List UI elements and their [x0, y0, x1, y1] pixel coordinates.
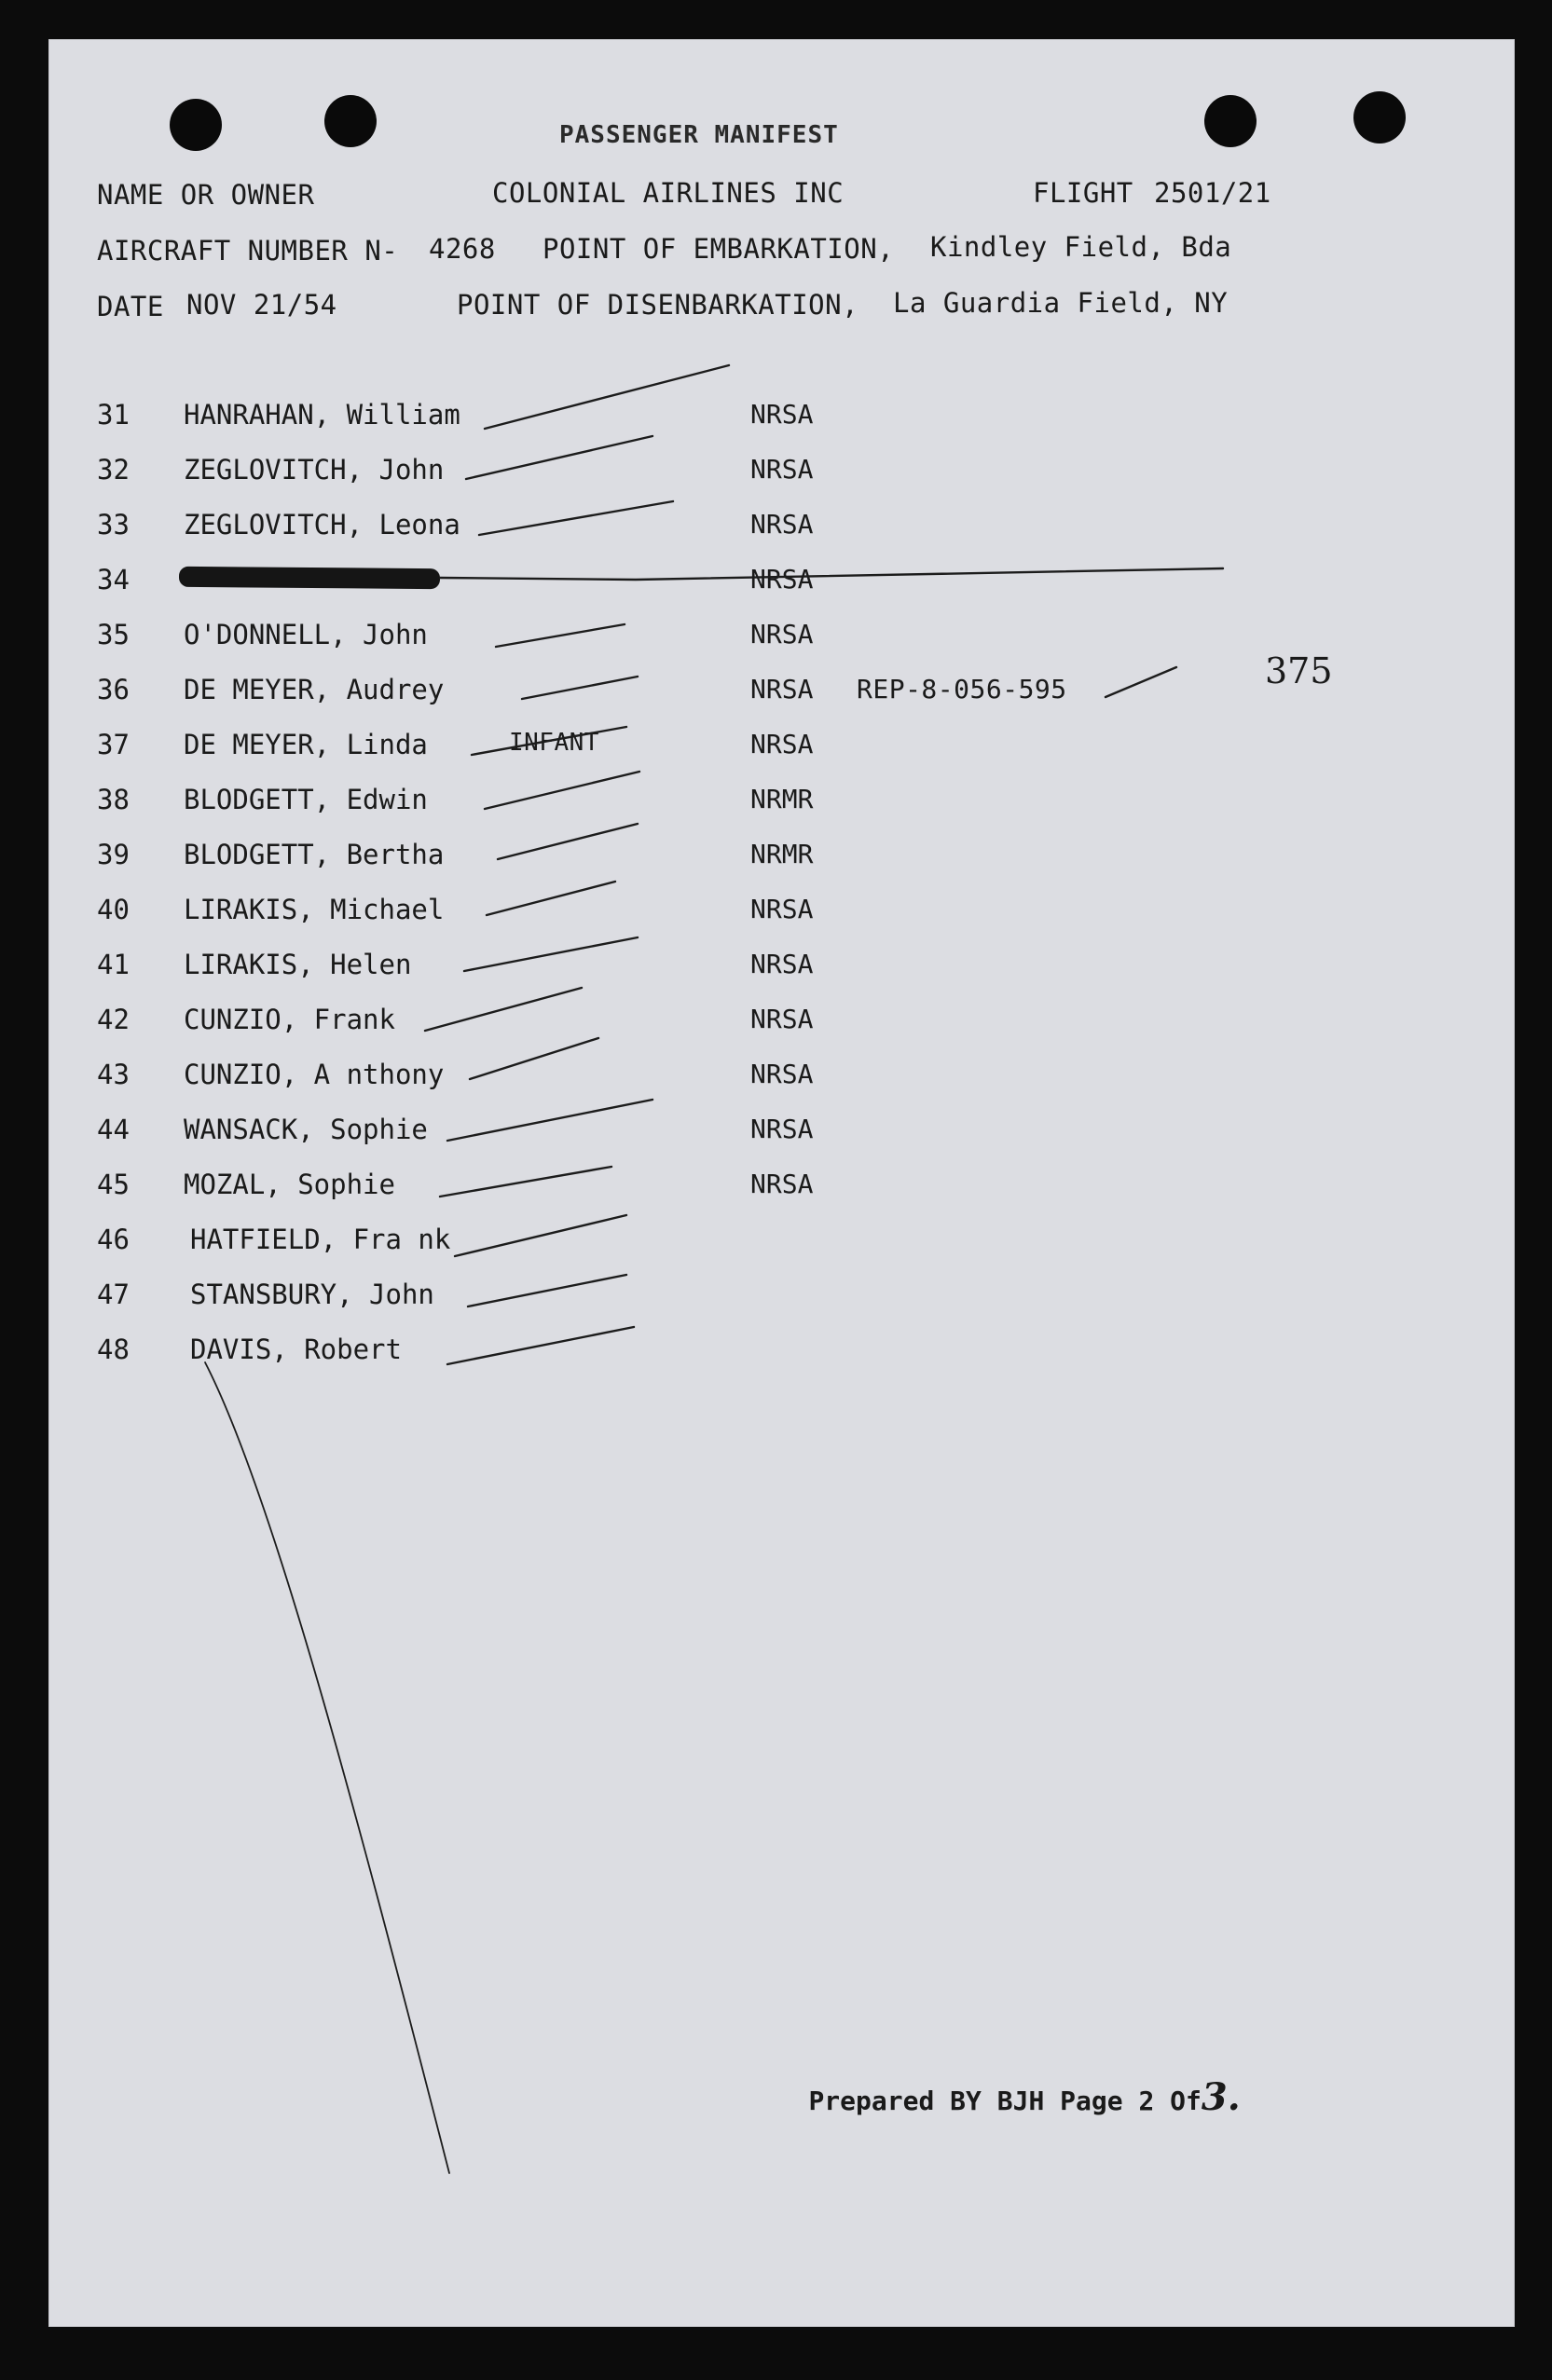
- row-number: 34: [97, 564, 130, 595]
- row-number: 35: [97, 619, 130, 650]
- passenger-code: NRSA: [750, 1059, 814, 1089]
- embark-value: Kindley Field, Bda: [930, 231, 1232, 263]
- passenger-code: NRSA: [750, 1169, 814, 1199]
- row-number: 32: [97, 454, 130, 486]
- row-number: 46: [97, 1224, 130, 1255]
- row-number: 41: [97, 949, 130, 980]
- passenger-code: NRSA: [750, 674, 814, 704]
- disembark-value: La Guardia Field, NY: [893, 287, 1229, 319]
- aircraft-value: 4268: [429, 233, 496, 265]
- disembark-label: POINT OF DISENBARKATION,: [457, 289, 859, 321]
- owner-value: COLONIAL AIRLINES INC: [492, 177, 845, 209]
- passenger-name: DE MEYER, Audrey: [184, 674, 445, 705]
- passenger-name: CUNZIO, A nthony: [184, 1059, 445, 1090]
- row-number: 38: [97, 784, 130, 815]
- passenger-code: NRSA: [750, 949, 814, 979]
- passenger-code: NRSA: [750, 1114, 814, 1144]
- passenger-name: DAVIS, Robert: [190, 1334, 402, 1365]
- embark-label: POINT OF EMBARKATION,: [543, 233, 895, 265]
- passenger-code: NRSA: [750, 619, 814, 650]
- passenger-name: MOZAL, Sophie: [184, 1169, 395, 1200]
- passenger-name: HANRAHAN, William: [184, 399, 460, 431]
- passenger-code: NRSA: [750, 1004, 814, 1034]
- passenger-code: NRMR: [750, 839, 814, 869]
- aircraft-label: AIRCRAFT NUMBER N-: [97, 235, 399, 267]
- passenger-name: CUNZIO, Frank: [184, 1004, 395, 1035]
- row-number: 36: [97, 674, 130, 705]
- passenger-note: INFANT: [509, 729, 599, 757]
- passenger-name: BLODGETT, Edwin: [184, 784, 428, 815]
- passenger-name: BLODGETT, Bertha: [184, 839, 445, 870]
- manifest-sheet: [48, 39, 1515, 2327]
- row-number: 33: [97, 509, 130, 540]
- passenger-name: WANSACK, Sophie: [184, 1114, 428, 1145]
- row-number: 40: [97, 894, 130, 925]
- passenger-code: NRMR: [750, 784, 814, 814]
- total-pages: 3.: [1201, 2075, 1241, 2119]
- flight-value: 2501/21: [1154, 177, 1271, 209]
- row-number: 43: [97, 1059, 130, 1090]
- row-number: 39: [97, 839, 130, 870]
- row-number: 45: [97, 1169, 130, 1200]
- passenger-name: DE MEYER, Linda: [184, 729, 428, 760]
- passenger-code: NRSA: [750, 894, 814, 924]
- stamp-number: 375: [1265, 650, 1333, 691]
- passenger-code: NRSA: [750, 399, 814, 430]
- row-number: 44: [97, 1114, 130, 1145]
- date-label: DATE: [97, 291, 164, 322]
- prepared-by-footer: [746, 2045, 1241, 2150]
- passenger-name: LIRAKIS, Michael: [184, 894, 445, 925]
- handwritten-check-marks: [48, 39, 1515, 2327]
- passenger-code: NRSA: [750, 454, 814, 485]
- date-value: NOV 21/54: [186, 289, 337, 321]
- passenger-code: NRSA: [750, 729, 814, 759]
- row-number: 31: [97, 399, 130, 431]
- row-number: 37: [97, 729, 130, 760]
- passenger-name: STANSBURY, John: [190, 1279, 434, 1310]
- passenger-name: LIRAKIS, Helen: [184, 949, 412, 980]
- row-number: 48: [97, 1334, 130, 1365]
- row-number: 47: [97, 1279, 130, 1310]
- passenger-name: O'DONNELL, John: [184, 619, 428, 650]
- passport-reference: REP-8-056-595: [857, 674, 1067, 704]
- passenger-code: NRSA: [750, 564, 814, 595]
- prepared-by-text: Prepared BY BJH Page 2 Of: [808, 2086, 1202, 2116]
- passenger-name: ZEGLOVITCH, Leona: [184, 509, 460, 540]
- passenger-name: HATFIELD, Fra nk: [190, 1224, 451, 1255]
- row-number: 42: [97, 1004, 130, 1035]
- owner-label: NAME OR OWNER: [97, 179, 315, 211]
- document-title: PASSENGER MANIFEST: [559, 121, 839, 149]
- flight-label: FLIGHT: [1033, 177, 1133, 209]
- passenger-code: NRSA: [750, 509, 814, 540]
- passenger-name: ZEGLOVITCH, John: [184, 454, 445, 486]
